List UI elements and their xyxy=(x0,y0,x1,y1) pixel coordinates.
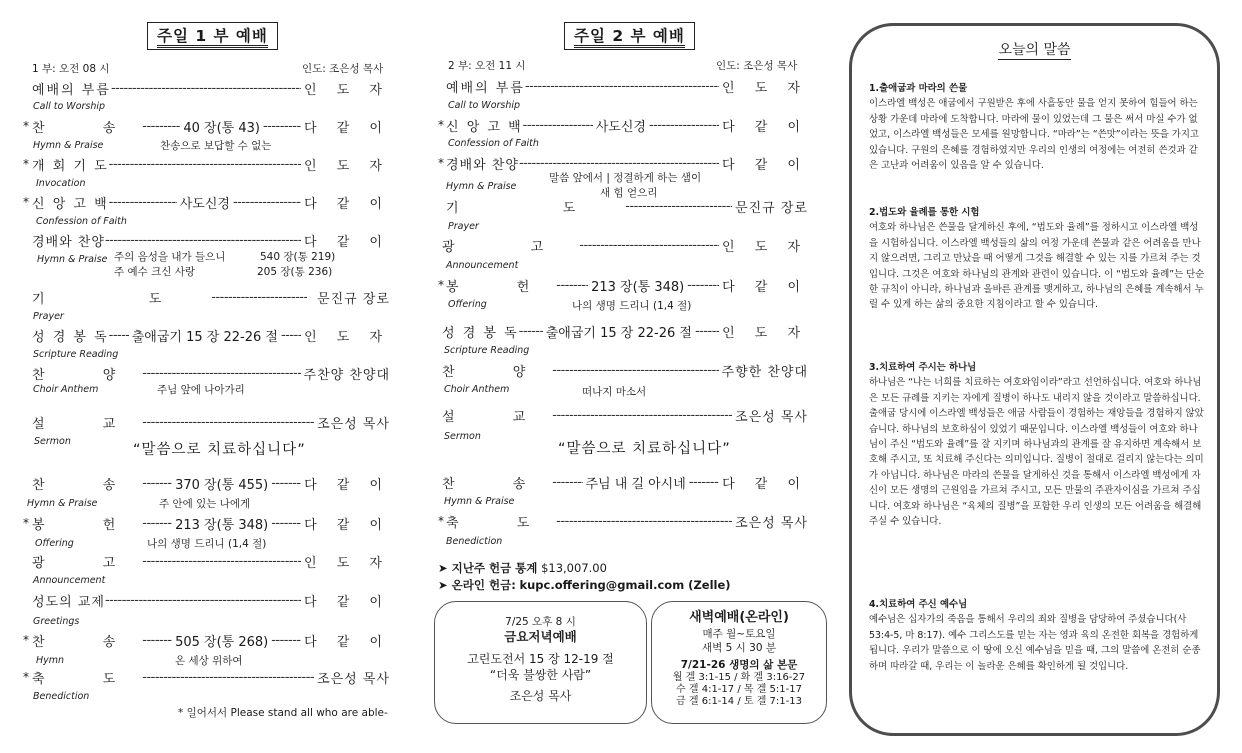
order-row: 봉 헌 ----- 213 장(통 348) ----- 다 같 이 xyxy=(32,514,390,533)
friday-scripture: 고린도전서 15 장 12-19 절 xyxy=(467,652,614,667)
order-row: 성도의 교제 ----- 다 같 이 xyxy=(32,591,390,610)
praise-song: 주의 음성을 내가 들으니 xyxy=(114,251,226,263)
order-row: 예배의 부름 ----- 인 도 자 xyxy=(32,79,390,98)
order-row: 경배와 찬양 ----- 다 같 이 xyxy=(32,231,390,250)
order-en: Offering xyxy=(35,538,74,549)
order-en: Scripture Reading xyxy=(33,349,119,360)
word-section xyxy=(869,205,1206,313)
order-row: 예배의 부름 ----- 인 도 자 xyxy=(446,77,808,96)
word-section-head: 2.법도와 율례를 통한 시험 xyxy=(869,207,980,218)
praise-song: 새 힘 얻으리 xyxy=(600,187,658,199)
friday-sermon: “더욱 불쌍한 사람” xyxy=(489,668,592,683)
friday-time: 7/25 오후 8 시 xyxy=(505,616,576,628)
praise-song: 말씀 앞에서 | 정결하게 하는 샘이 xyxy=(549,172,702,184)
order-en: Greetings xyxy=(33,616,80,627)
order-en: Choir Anthem xyxy=(444,384,510,395)
word-section-body: 하나님은 “나는 너희를 치료하는 여호와임이라”라고 선언하십니다. 여호와 하나님은 모든 규례를 지키는 자에게 질병이 하나도 내리지 않을 것이라고 말씀하십니다. 출애굽 당시에 이스라엘 백성들은 애굽 사람들이 경험하는 재앙들을 경험하지 않았습니다. 하나님의 보호하심이 있었기 때문입니다. 이스라엘 백성들이 여호와 하나님이 주신 “법도와 율례”를 잘 지키며 하나님과의 관계를 잘 유지하면 계속해서 보호해 주시고, 또 치료해 주신다는 의미입니다. 질병이 절대로 걸리지 않는다는 의미가 아닙니다. 하나님은 마라의 쓴물을 달게하신 것을 통해서 이스라엘 백성에게 자신이 모든 생명의 근원임을 가르쳐 주시고, 모든 만물의 주관자이심을 가르쳐 주십니다. 여호와 하나님은 “육체의 질병”을 포함한 우리 인생의 모든 어려움을 해결해 주실 수 있습니다. xyxy=(869,377,1204,528)
stand-mark: * xyxy=(23,670,29,684)
order-en: Benediction xyxy=(33,691,90,702)
order-row: 경배와 찬양 ----- 다 같 이 xyxy=(446,154,808,173)
word-section-body: 이스라엘 백성은 애굽에서 구원받은 후에 사흘동안 물을 얻지 못하여 힘들어 하는 상황 가운데 마라에 도착합니다. 마라에 물이 있었는데 그 물은 써서 마실 수가 없었고, 이스라엘 백성들은 모세를 원망합니다. “마라”는 “쓴맛”이라는 뜻을 가지고 있습니다. 구원의 은혜를 경험하였지만 우리의 인생의 여정에는 여전히 쓴것과 같은 고난과 어려움이 있음을 알 수 있습니다. xyxy=(869,98,1199,172)
word-section-head: 1.출애굽과 마라의 쓴물 xyxy=(869,83,968,94)
order-en: Prayer xyxy=(448,221,479,232)
order-row: 광 고 ----- 인 도 자 xyxy=(442,236,808,255)
service-2-leader: 인도: 조은성 목사 xyxy=(716,60,798,72)
order-row: 찬 송 ----- 370 장(통 455) ----- 다 같 이 xyxy=(32,474,390,493)
stand-mark: * xyxy=(23,195,29,209)
order-en: Hymn & Praise xyxy=(27,498,98,509)
order-row: 설 교 ----- 조은성 목사 xyxy=(442,406,808,425)
service-1-time: 1 부: 오전 08 시 xyxy=(32,63,110,75)
order-row: 신 앙 고 백 ----- 사도신경 ----- 다 같 이 xyxy=(32,193,390,212)
order-en: Prayer xyxy=(33,311,64,322)
dawn-days: 매주 월~토요일 xyxy=(702,627,776,640)
friday-service-box xyxy=(434,601,647,724)
word-section-head: 4.치료하여 주신 예수님 xyxy=(869,599,968,610)
stand-footnote: * 일어서서 Please stand all who are able- xyxy=(178,707,388,719)
order-en: Call to Worship xyxy=(448,100,521,111)
order-en: Confession of Faith xyxy=(448,138,539,149)
todays-word-title: 오늘의 말씀 xyxy=(998,42,1071,58)
order-row: 성 경 봉 독 ----- 출애굽기 15 장 22-26 절 ----- 인 도 자 xyxy=(32,326,390,345)
order-row: 찬 송 ----- 505 장(통 268) ----- 다 같 이 xyxy=(32,631,390,650)
service-2-title: 주일 2 부 예배 xyxy=(564,22,695,50)
online-offering: ➤ 온라인 헌금: kupc.offering@gmail.com (Zelle) xyxy=(438,578,731,592)
arrow-icon: ➤ xyxy=(438,561,452,575)
anthem-title: 떠나지 마소서 xyxy=(582,386,647,398)
praise-song-num: 540 장(통 219) xyxy=(260,251,336,263)
anthem-title: 주님 앞에 나아가리 xyxy=(157,384,245,396)
stand-mark: * xyxy=(23,157,29,171)
dawn-service-box xyxy=(651,601,827,724)
stand-mark: * xyxy=(438,278,444,292)
order-en: Scripture Reading xyxy=(444,345,530,356)
order-en: Choir Anthem xyxy=(33,384,99,395)
order-row: 성 경 봉 독 ----- 출애굽기 15 장 22-26 절 ----- 인 도 자 xyxy=(442,322,808,341)
order-en: Benediction xyxy=(446,536,503,547)
arrow-icon: ➤ xyxy=(438,578,452,592)
order-row: 찬 양 ----- 주찬양 찬양대 xyxy=(32,364,390,383)
service-1-title: 주일 1 부 예배 xyxy=(147,22,278,50)
service-1-leader: 인도: 조은성 목사 xyxy=(302,63,384,75)
order-row: 찬 송 ----- 주님 내 길 아시네 ----- 다 같 이 xyxy=(442,473,808,492)
dawn-title: 새벽예배(온라인) xyxy=(689,610,789,625)
hymn-title: 온 세상 위하여 xyxy=(175,655,243,667)
dawn-plan-title: 7/21-26 생명의 삶 본문 xyxy=(680,658,798,671)
hymn-title: 찬송으로 보답할 수 없는 xyxy=(160,140,272,152)
sermon-title: “말씀으로 치료하십니다” xyxy=(133,442,306,458)
order-row: 찬 양 ----- 주향한 찬양대 xyxy=(442,361,808,380)
friday-name: 금요저녁예배 xyxy=(504,629,577,645)
dawn-plan-line: 금 겔 6:1-14 / 토 겔 7:1-13 xyxy=(676,696,802,708)
sermon-title: “말씀으로 치료하십니다” xyxy=(558,441,731,457)
order-en: Hymn & Praise xyxy=(33,140,104,151)
order-row: 광 고 ----- 인 도 자 xyxy=(32,552,390,571)
offering-hymn: 나의 생명 드리니 (1,4 절) xyxy=(147,538,267,550)
word-section-body: 예수님은 십자가의 죽음을 통해서 우리의 죄와 질병을 담당하여 주셨습니다(사 53:4-5, 마 8:17). 예수 그리스도를 믿는 자는 영과 육의 온전한 회복을 경험하게 됩니다. 우리가 말씀으로 이 땅에 오신 예수님을 믿을 때, 그의 말씀에 온전히 순종하며 따라갈 때, 우리는 이 놀라운 은혜를 확인하게 될 것입니다. xyxy=(869,614,1201,672)
order-en: Hymn & Praise xyxy=(446,181,517,192)
friday-preacher: 조은성 목사 xyxy=(509,689,572,704)
order-row: 설 교 ----- 조은성 목사 xyxy=(32,413,390,432)
order-en: Sermon xyxy=(444,431,481,442)
praise-song-num: 205 장(통 236) xyxy=(257,266,333,278)
order-row: 신 앙 고 백 ----- 사도신경 ----- 다 같 이 xyxy=(446,116,808,135)
offering-hymn: 나의 생명 드리니 (1,4 절) xyxy=(572,300,692,312)
order-row: 축 도 ----- 조은성 목사 xyxy=(446,512,808,531)
order-en: Call to Worship xyxy=(33,101,106,112)
order-en: Hymn xyxy=(36,655,65,666)
stand-mark: * xyxy=(438,118,444,132)
order-en: Invocation xyxy=(36,178,86,189)
dawn-plan-line: 월 겔 3:1-15 / 화 겔 3:16-27 xyxy=(672,672,806,684)
stand-mark: * xyxy=(23,516,29,530)
offering-stats: ➤ 지난주 헌금 통계 $13,007.00 xyxy=(438,561,607,575)
order-row: 기 도 ----- 문진규 장로 xyxy=(446,197,808,216)
praise-song: 주 예수 크신 사랑 xyxy=(114,266,196,278)
todays-word-panel xyxy=(849,23,1220,736)
dawn-time: 새벽 5 시 30 분 xyxy=(702,641,776,654)
hymn-title: 주 안에 있는 나에게 xyxy=(159,498,251,510)
order-row: 축 도 ----- 조은성 목사 xyxy=(32,668,390,687)
word-section xyxy=(869,597,1206,674)
stand-mark: * xyxy=(438,514,444,528)
word-section xyxy=(869,81,1206,173)
order-row: 봉 헌 ----- 213 장(통 348) ----- 다 같 이 xyxy=(446,276,808,295)
order-en: Offering xyxy=(448,299,487,310)
order-en: Announcement xyxy=(446,260,519,271)
order-row: 기 도 ----- 문진규 장로 xyxy=(32,288,390,307)
stand-mark: * xyxy=(23,633,29,647)
word-section xyxy=(869,360,1206,529)
order-en: Sermon xyxy=(34,436,71,447)
word-section-head: 3.치료하여 주시는 하나님 xyxy=(869,362,977,373)
dawn-plan-line: 수 겔 4:1-17 / 목 겔 5:1-17 xyxy=(676,684,802,696)
order-row: 개 회 기 도 ----- 인 도 자 xyxy=(32,155,390,174)
order-en: Confession of Faith xyxy=(36,216,127,227)
order-en: Hymn & Praise xyxy=(444,496,515,507)
order-row: 찬 송 ----- 40 장(통 43) ----- 다 같 이 xyxy=(32,117,390,136)
stand-mark: * xyxy=(438,156,444,170)
word-section-body: 여호와 하나님은 쓴물을 달게하신 후에, “법도와 율례”를 정하시고 이스라엘 백성을 시험하십니다. 이스라엘 백성들의 삶의 여정 가운데 쓴물과 같은 어려움을 만나지 않으려면, 그리고 만났을 때 어떻게 그것을 해결할 수 있는 지를 가르쳐 주는 것입니다. 그것은 여호와 하나님의 관계와 관련이 있습니다. 이 “법도와 율례”는 단순한 규칙이 아니라, 하나님과 올바른 관계를 맺게하고, 하나님의 은혜를 계속해서 누릴 수 있게 하는 삶의 중요한 지침이라고 할 수 있습니다. xyxy=(869,222,1205,311)
order-en: Announcement xyxy=(33,575,106,586)
stand-mark: * xyxy=(23,119,29,133)
order-en: Hymn & Praise xyxy=(37,254,108,265)
service-2-time: 2 부: 오전 11 시 xyxy=(448,60,526,72)
